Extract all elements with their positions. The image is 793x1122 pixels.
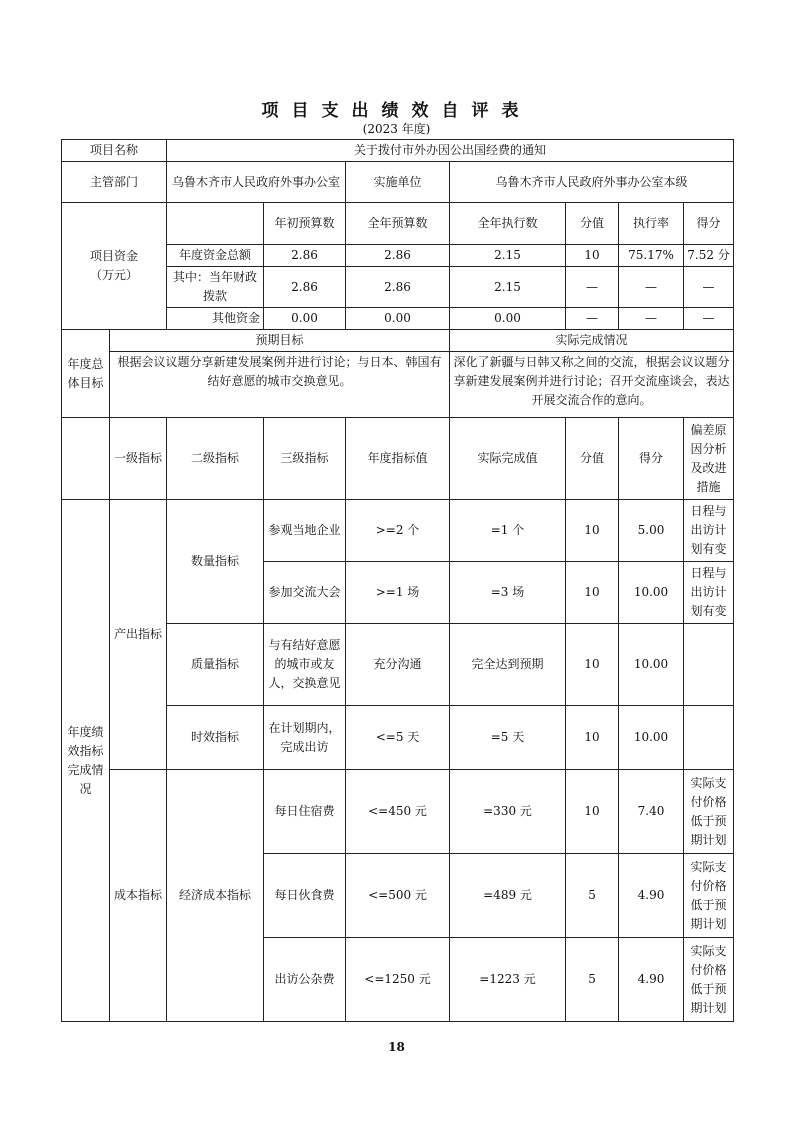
funds-cell: — bbox=[566, 267, 619, 308]
target-cell: 充分沟通 bbox=[346, 624, 450, 706]
funds-cell: 0.00 bbox=[450, 308, 566, 330]
page-title: 项目支出绩效自评表 bbox=[261, 101, 532, 121]
funds-cell: 2.86 bbox=[264, 267, 346, 308]
reason-cell: 实际支付价格低于预期计划 bbox=[684, 938, 734, 1022]
funds-row-label: 其他资金 bbox=[167, 308, 264, 330]
funds-row-label: 年度资金总额 bbox=[167, 245, 264, 267]
reason-cell: 日程与出访计划有变 bbox=[684, 562, 734, 624]
target-cell: >=1 场 bbox=[346, 562, 450, 624]
impl-label: 实施单位 bbox=[346, 162, 450, 203]
funds-header: 年初预算数 bbox=[264, 203, 346, 245]
dept-label: 主管部门 bbox=[62, 162, 167, 203]
level2-quantity: 数量指标 bbox=[167, 500, 264, 624]
target-cell: <=5 天 bbox=[346, 706, 450, 770]
level3-cell: 参加交流大会 bbox=[264, 562, 346, 624]
funds-cell: 2.15 bbox=[450, 245, 566, 267]
funds-row-label: 其中：当年财政拨款 bbox=[167, 267, 264, 308]
indicator-header: 年度指标值 bbox=[346, 418, 450, 500]
score-cell: 10.00 bbox=[619, 562, 684, 624]
reason-cell: 实际支付价格低于预期计划 bbox=[684, 854, 734, 938]
dept-value: 乌鲁木齐市人民政府外事办公室 bbox=[167, 162, 346, 203]
level3-cell: 出访公杂费 bbox=[264, 938, 346, 1022]
funds-cell: 0.00 bbox=[264, 308, 346, 330]
project-name: 关于拨付市外办因公出国经费的通知 bbox=[167, 140, 734, 162]
funds-cell: 2.86 bbox=[264, 245, 346, 267]
actual-cell: =330 元 bbox=[450, 770, 566, 854]
goals-planned-label: 预期目标 bbox=[110, 330, 450, 352]
score-value-cell: 10 bbox=[566, 624, 619, 706]
goals-actual: 深化了新疆与日韩又称之间的交流，根据会议议题分享新建发展案例并进行讨论；召开交流座谈会，表达开展交流合作的意向。 bbox=[450, 352, 734, 418]
project-name-label: 项目名称 bbox=[62, 140, 167, 162]
score-cell: 4.90 bbox=[619, 938, 684, 1022]
score-cell: 5.00 bbox=[619, 500, 684, 562]
reason-cell bbox=[684, 706, 734, 770]
actual-cell: =1 个 bbox=[450, 500, 566, 562]
funds-cell: 0.00 bbox=[346, 308, 450, 330]
level2-econ-cost: 经济成本指标 bbox=[167, 770, 264, 1022]
level3-cell: 与有结好意愿的城市或友人，交换意见 bbox=[264, 624, 346, 706]
actual-cell: =489 元 bbox=[450, 854, 566, 938]
score-value-cell: 5 bbox=[566, 854, 619, 938]
indicator-header-blank bbox=[62, 418, 110, 500]
target-cell: <=1250 元 bbox=[346, 938, 450, 1022]
funds-header-blank bbox=[167, 203, 264, 245]
actual-cell: =3 场 bbox=[450, 562, 566, 624]
funds-cell: 75.17% bbox=[619, 245, 684, 267]
funds-header: 执行率 bbox=[619, 203, 684, 245]
indicator-header: 实际完成值 bbox=[450, 418, 566, 500]
funds-cell: — bbox=[619, 308, 684, 330]
target-cell: <=500 元 bbox=[346, 854, 450, 938]
indicator-header: 分值 bbox=[566, 418, 619, 500]
actual-cell: =5 天 bbox=[450, 706, 566, 770]
impl-value: 乌鲁木齐市人民政府外事办公室本级 bbox=[450, 162, 734, 203]
performance-table bbox=[61, 139, 734, 1022]
level1-cost: 成本指标 bbox=[110, 770, 167, 1022]
reason-cell bbox=[684, 624, 734, 706]
reason-cell: 实际支付价格低于预期计划 bbox=[684, 770, 734, 854]
level2-quality: 质量指标 bbox=[167, 624, 264, 706]
level3-cell: 在计划期内，完成出访 bbox=[264, 706, 346, 770]
indicator-header: 二级指标 bbox=[167, 418, 264, 500]
reason-cell: 日程与出访计划有变 bbox=[684, 500, 734, 562]
funds-cell: 7.52 分 bbox=[684, 245, 734, 267]
page-number: 18 bbox=[388, 1040, 405, 1054]
score-value-cell: 10 bbox=[566, 770, 619, 854]
funds-header: 分值 bbox=[566, 203, 619, 245]
indicator-header: 偏差原因分析及改进措施 bbox=[684, 418, 734, 500]
score-cell: 4.90 bbox=[619, 854, 684, 938]
actual-cell: 完全达到预期 bbox=[450, 624, 566, 706]
funds-cell: 10 bbox=[566, 245, 619, 267]
funds-header: 全年预算数 bbox=[346, 203, 450, 245]
funds-cell: 2.86 bbox=[346, 245, 450, 267]
score-cell: 10.00 bbox=[619, 706, 684, 770]
funds-cell: 2.15 bbox=[450, 267, 566, 308]
goals-planned: 根据会议议题分享新建发展案例并进行讨论；与日本、韩国有结好意愿的城市交换意见。 bbox=[110, 352, 450, 418]
score-value-cell: 10 bbox=[566, 562, 619, 624]
score-value-cell: 10 bbox=[566, 706, 619, 770]
score-value-cell: 5 bbox=[566, 938, 619, 1022]
indicator-header: 得分 bbox=[619, 418, 684, 500]
funds-cell: — bbox=[619, 267, 684, 308]
report-year: (2023 年度) bbox=[362, 122, 431, 136]
actual-cell: =1223 元 bbox=[450, 938, 566, 1022]
goals-actual-label: 实际完成情况 bbox=[450, 330, 734, 352]
target-cell: <=450 元 bbox=[346, 770, 450, 854]
target-cell: >=2 个 bbox=[346, 500, 450, 562]
funds-cell: — bbox=[684, 267, 734, 308]
funds-cell: — bbox=[566, 308, 619, 330]
funds-cell: 2.86 bbox=[346, 267, 450, 308]
score-value-cell: 10 bbox=[566, 500, 619, 562]
level3-cell: 每日住宿费 bbox=[264, 770, 346, 854]
level3-cell: 每日伙食费 bbox=[264, 854, 346, 938]
funds-label: 项目资金 （万元） bbox=[62, 203, 167, 330]
indicators-section-label: 年度绩效指标完成情况 bbox=[62, 500, 110, 1022]
indicator-header: 一级指标 bbox=[110, 418, 167, 500]
indicator-header: 三级指标 bbox=[264, 418, 346, 500]
goals-label: 年度总体目标 bbox=[62, 330, 110, 418]
funds-header: 全年执行数 bbox=[450, 203, 566, 245]
level2-timeliness: 时效指标 bbox=[167, 706, 264, 770]
funds-cell: — bbox=[684, 308, 734, 330]
level3-cell: 参观当地企业 bbox=[264, 500, 346, 562]
score-cell: 10.00 bbox=[619, 624, 684, 706]
funds-header: 得分 bbox=[684, 203, 734, 245]
level1-output: 产出指标 bbox=[110, 500, 167, 770]
score-cell: 7.40 bbox=[619, 770, 684, 854]
